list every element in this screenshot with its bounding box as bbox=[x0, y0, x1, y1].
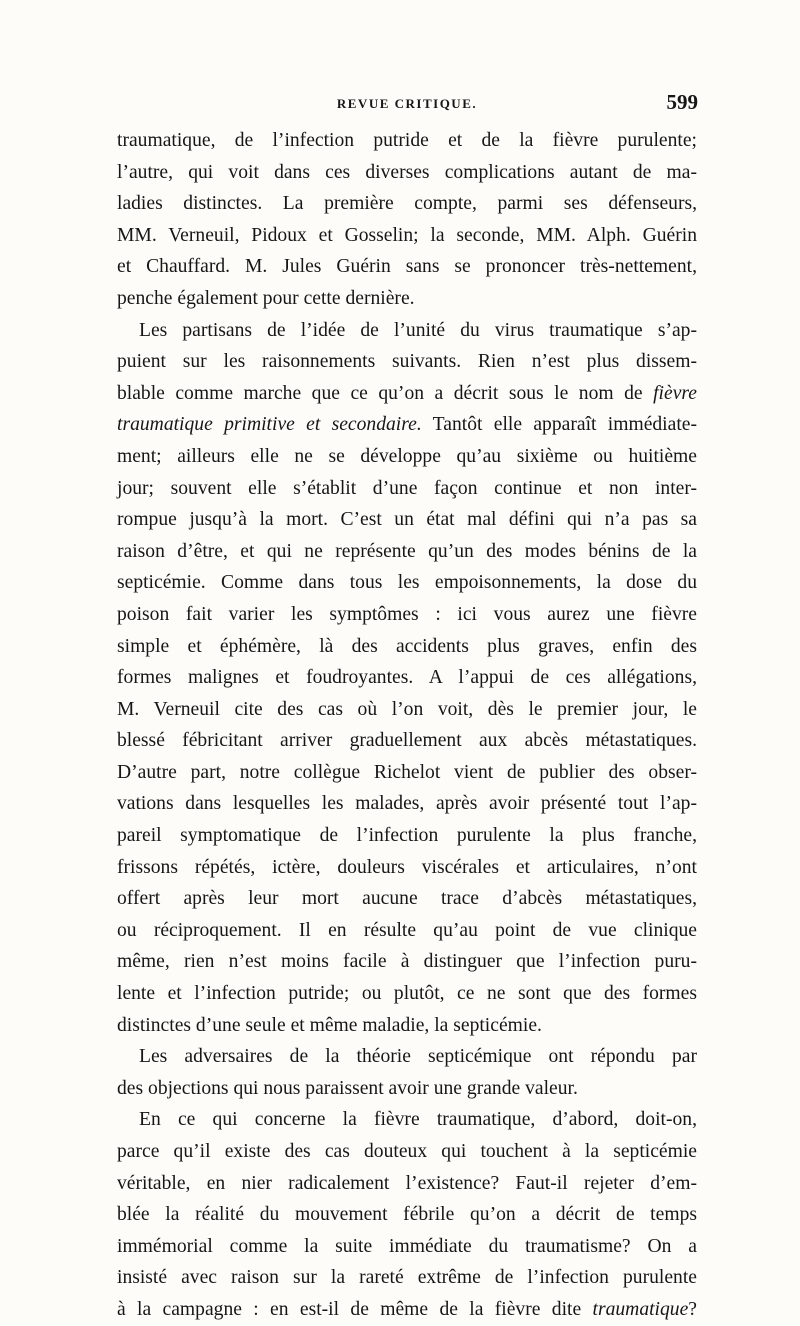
text-line: immémorial comme la suite immédiate du traumatisme? On a bbox=[117, 1235, 697, 1257]
paragraph-start-line: Les adversaires de la théorie septicémique ont répondu par bbox=[139, 1046, 697, 1068]
text-line: D’autre part, notre collègue Richelot vient de publier des obser- bbox=[117, 761, 697, 783]
text-line: traumatique, de l’infection putride et de la fièvre purulente; bbox=[117, 130, 697, 151]
text-line: offert après leur mort aucune trace d’abcès métastatiques, bbox=[117, 888, 697, 910]
text-line: blessé fébricitant arriver graduellement aux abcès métastatiques. bbox=[117, 730, 697, 752]
text-line: et Chauffard. M. Jules Guérin sans se prononcer très-nettement, bbox=[117, 256, 697, 278]
page-number: 599 bbox=[666, 90, 698, 114]
text-line: raison d’être, et qui ne représente qu’un des modes bénins de la bbox=[117, 540, 697, 562]
text-line: rompue jusqu’à la mort. C’est un état mal défini qui n’a pas sa bbox=[117, 509, 697, 531]
text-line bbox=[117, 378, 697, 410]
text-run: Tantôt elle apparaît immédiate- bbox=[421, 414, 697, 436]
text-line bbox=[117, 409, 697, 441]
italic-term: traumatique primitive et secondaire. bbox=[117, 414, 422, 436]
text-line: simple et éphémère, là des accidents plus graves, enfin des bbox=[117, 635, 697, 657]
text-line: ment; ailleurs elle ne se développe qu’au sixième ou huitième bbox=[117, 445, 697, 467]
text-line: ou réciproquement. Il en résulte qu’au point de vue clinique bbox=[117, 919, 697, 941]
paragraph-start-line: En ce qui concerne la fièvre traumatique, d’abord, doit-on, bbox=[139, 1109, 697, 1131]
text-line: parce qu’il existe des cas douteux qui touchent à la septicémie bbox=[117, 1141, 697, 1162]
text-line: des objections qui nous paraissent avoir une grande valeur. bbox=[117, 1077, 578, 1099]
paragraph-start-line: Les partisans de l’idée de l’unité du virus traumatique s’ap- bbox=[139, 319, 697, 341]
text-line: MM. Verneuil, Pidoux et Gosselin; la seconde, MM. Alph. Guérin bbox=[117, 224, 697, 246]
text-line: jour; souvent elle s’établit d’une façon continue et non inter- bbox=[117, 477, 697, 499]
text-line: vations dans lesquelles les malades, après avoir présenté tout l’ap- bbox=[117, 793, 697, 815]
text-line: insisté avec raison sur la rareté extrême de l’infection purulente bbox=[117, 1267, 697, 1289]
text-line: M. Verneuil cite des cas où l’on voit, dès le premier jour, le bbox=[117, 698, 697, 720]
page-header bbox=[118, 90, 698, 122]
text-run: blable comme marche que ce qu’on a décrit sous le nom de bbox=[117, 382, 654, 404]
text-line: pareil symptomatique de l’infection purulente la plus franche, bbox=[117, 825, 697, 847]
text-line: même, rien n’est moins facile à distinguer que l’infection puru- bbox=[117, 951, 697, 973]
text-line: blée la réalité du mouvement fébrile qu’on a décrit de temps bbox=[117, 1204, 697, 1226]
text-line: véritable, en nier radicalement l’existence? Faut-il rejeter d’em- bbox=[117, 1172, 697, 1194]
text-line: distinctes d’une seule et même maladie, la septicémie. bbox=[117, 1014, 542, 1036]
text-line: poison fait varier les symptômes : ici vous aurez une fièvre bbox=[117, 603, 697, 625]
italic-term: traumatique bbox=[592, 1298, 689, 1320]
text-line: septicémie. Comme dans tous les empoisonnements, la dose du bbox=[117, 572, 697, 594]
running-title: REVUE CRITIQUE. bbox=[336, 96, 478, 111]
text-line: puient sur les raisonnements suivants. Rien n’est plus dissem- bbox=[117, 351, 697, 373]
text-line: penche également pour cette dernière. bbox=[117, 287, 415, 309]
text-line: lente et l’infection putride; ou plutôt, ce ne sont que des formes bbox=[117, 983, 697, 1005]
text-run: ? bbox=[688, 1298, 697, 1320]
text-line: formes malignes et foudroyantes. A l’appui de ces allégations, bbox=[117, 667, 697, 689]
text-line: l’autre, qui voit dans ces diverses complications autant de ma- bbox=[117, 161, 697, 183]
text-line: ladies distinctes. La première compte, parmi ses défenseurs, bbox=[117, 193, 697, 215]
text-line: frissons répétés, ictère, douleurs viscérales et articulaires, n’ont bbox=[117, 856, 697, 878]
italic-term: fièvre bbox=[653, 382, 697, 404]
text-line bbox=[117, 1294, 697, 1326]
text-run: à la campagne : en est-il de même de la fièvre dite bbox=[117, 1298, 593, 1320]
body-text bbox=[117, 125, 697, 1326]
